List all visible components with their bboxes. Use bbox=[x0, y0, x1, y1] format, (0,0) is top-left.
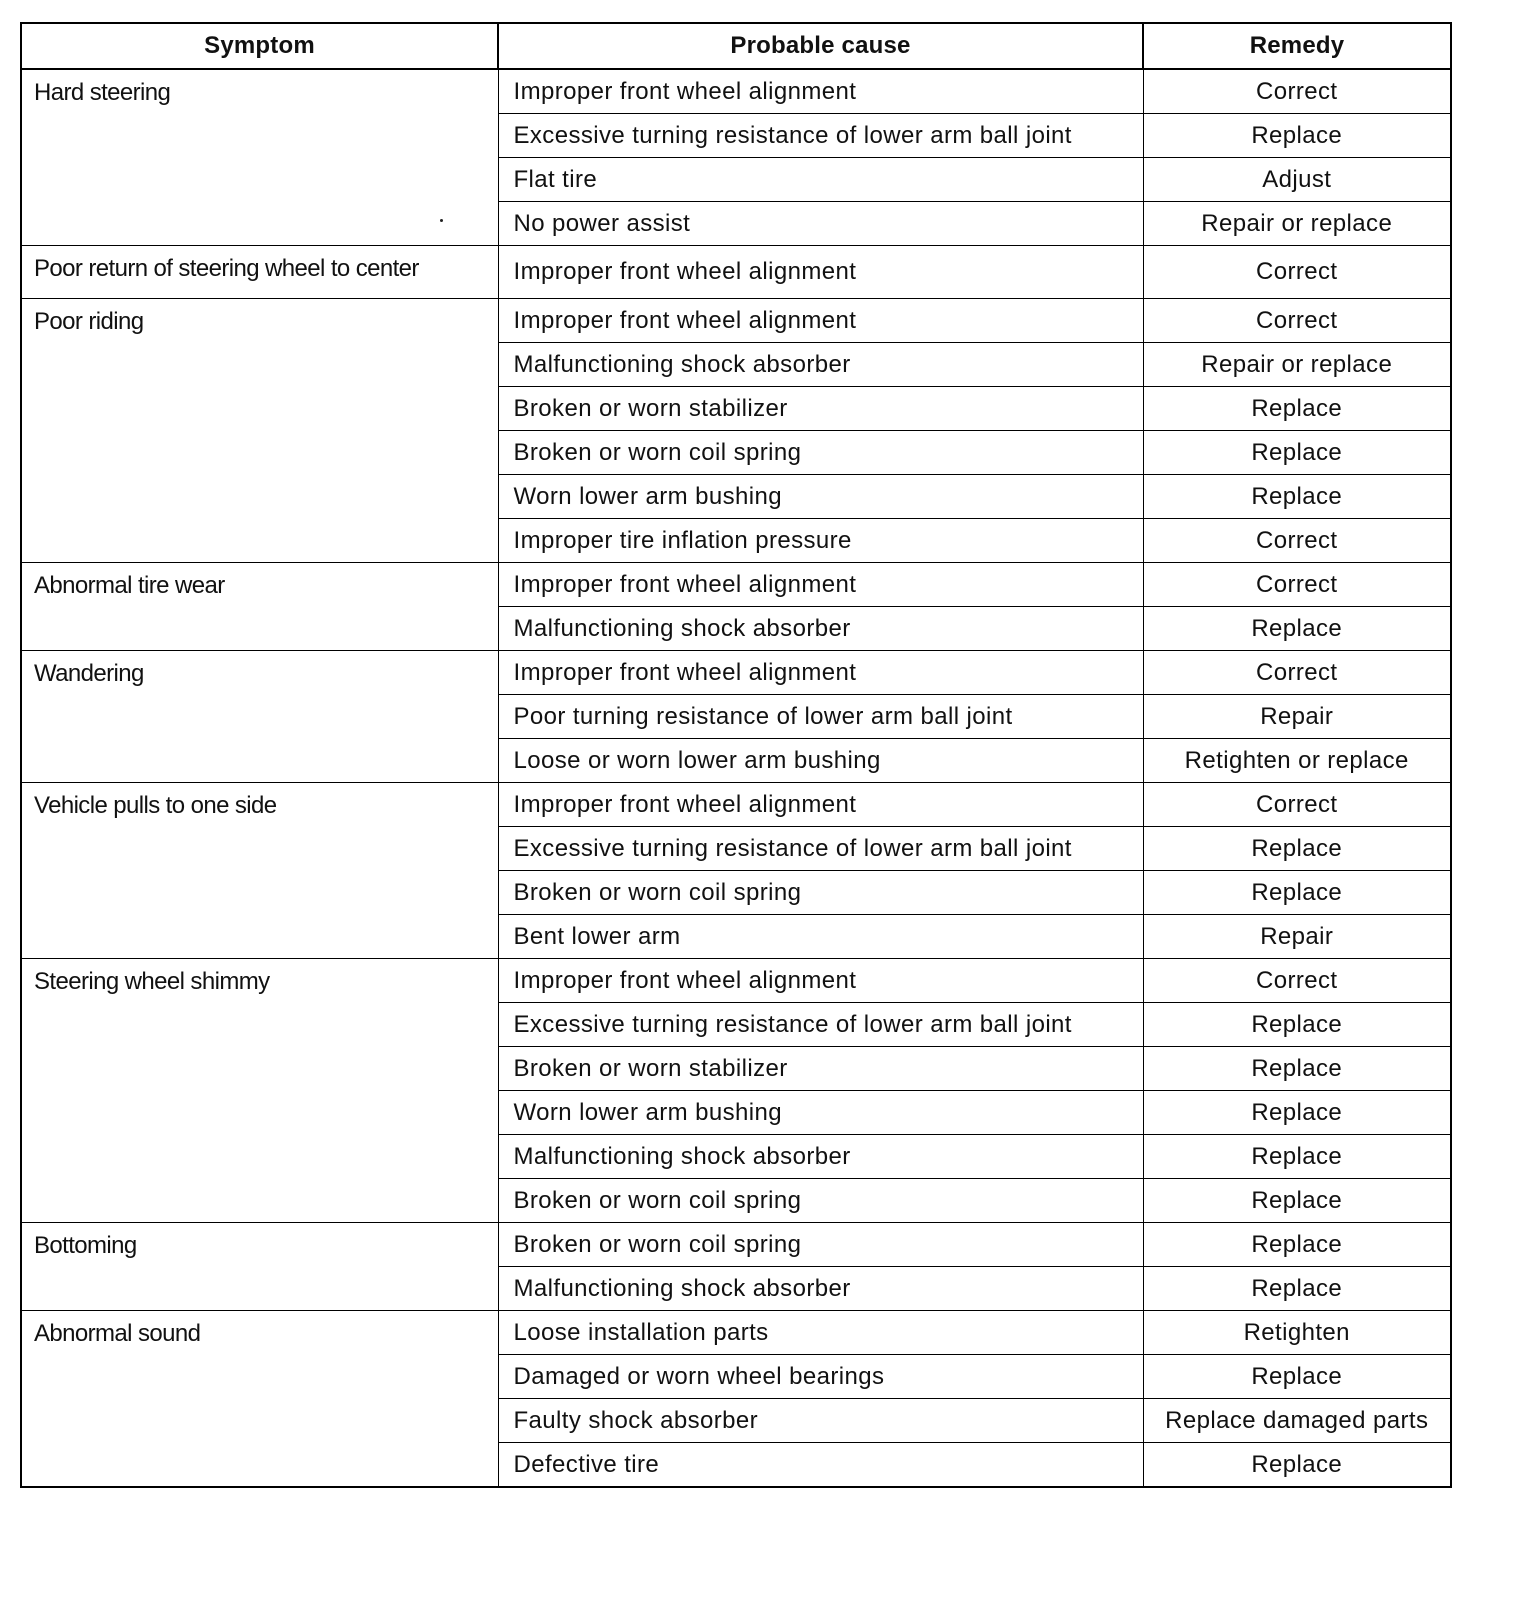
remedy-cell: Adjust bbox=[1143, 158, 1451, 202]
remedy-cell: Correct bbox=[1143, 651, 1451, 695]
remedy-cell: Replace bbox=[1143, 1091, 1451, 1135]
remedy-cell: Repair or replace bbox=[1143, 343, 1451, 387]
symptom-cell: Hard steering bbox=[21, 69, 498, 246]
symptom-cell: Steering wheel shimmy bbox=[21, 959, 498, 1223]
header-remedy: Remedy bbox=[1143, 23, 1451, 69]
probable-cause-cell: No power assist bbox=[498, 202, 1143, 246]
probable-cause-cell: Faulty shock absorber bbox=[498, 1399, 1143, 1443]
probable-cause-cell: Malfunctioning shock absorber bbox=[498, 1135, 1143, 1179]
symptom-cell: Abnormal tire wear bbox=[21, 563, 498, 651]
remedy-cell: Correct bbox=[1143, 519, 1451, 563]
remedy-cell: Replace bbox=[1143, 1135, 1451, 1179]
probable-cause-cell: Improper front wheel alignment bbox=[498, 651, 1143, 695]
table-row bbox=[21, 69, 1451, 114]
symptom-cell: Abnormal sound bbox=[21, 1311, 498, 1488]
remedy-cell: Replace bbox=[1143, 607, 1451, 651]
probable-cause-cell: Poor turning resistance of lower arm ball joint bbox=[498, 695, 1143, 739]
probable-cause-cell: Improper tire inflation pressure bbox=[498, 519, 1143, 563]
probable-cause-cell: Damaged or worn wheel bearings bbox=[498, 1355, 1143, 1399]
probable-cause-cell: Bent lower arm bbox=[498, 915, 1143, 959]
table-row bbox=[21, 246, 1451, 299]
probable-cause-cell: Improper front wheel alignment bbox=[498, 69, 1143, 114]
probable-cause-cell: Flat tire bbox=[498, 158, 1143, 202]
table-header bbox=[21, 23, 1451, 69]
remedy-cell: Repair or replace bbox=[1143, 202, 1451, 246]
symptom-cell: Wandering bbox=[21, 651, 498, 783]
probable-cause-cell: Broken or worn stabilizer bbox=[498, 1047, 1143, 1091]
remedy-cell: Replace bbox=[1143, 827, 1451, 871]
scan-speck bbox=[440, 219, 443, 222]
probable-cause-cell: Excessive turning resistance of lower arm ball joint bbox=[498, 114, 1143, 158]
probable-cause-cell: Worn lower arm bushing bbox=[498, 1091, 1143, 1135]
probable-cause-cell: Broken or worn coil spring bbox=[498, 1179, 1143, 1223]
probable-cause-cell: Worn lower arm bushing bbox=[498, 475, 1143, 519]
table-row bbox=[21, 1311, 1451, 1355]
probable-cause-cell: Improper front wheel alignment bbox=[498, 959, 1143, 1003]
remedy-cell: Replace bbox=[1143, 114, 1451, 158]
symptom-cell: Poor return of steering wheel to center bbox=[21, 246, 498, 299]
troubleshooting-sheet bbox=[20, 22, 1450, 1488]
remedy-cell: Replace bbox=[1143, 1003, 1451, 1047]
probable-cause-cell: Improper front wheel alignment bbox=[498, 563, 1143, 607]
table-row bbox=[21, 959, 1451, 1003]
remedy-cell: Correct bbox=[1143, 69, 1451, 114]
probable-cause-cell: Broken or worn coil spring bbox=[498, 1223, 1143, 1267]
symptom-cell: Vehicle pulls to one side bbox=[21, 783, 498, 959]
header-row bbox=[21, 23, 1451, 69]
header-symptom: Symptom bbox=[21, 23, 498, 69]
symptom-cell: Bottoming bbox=[21, 1223, 498, 1311]
probable-cause-cell: Improper front wheel alignment bbox=[498, 246, 1143, 299]
table-row bbox=[21, 651, 1451, 695]
remedy-cell: Correct bbox=[1143, 783, 1451, 827]
remedy-cell: Correct bbox=[1143, 246, 1451, 299]
remedy-cell: Replace bbox=[1143, 475, 1451, 519]
remedy-cell: Replace bbox=[1143, 871, 1451, 915]
remedy-cell: Replace bbox=[1143, 1355, 1451, 1399]
table-row bbox=[21, 563, 1451, 607]
remedy-cell: Retighten or replace bbox=[1143, 739, 1451, 783]
probable-cause-cell: Defective tire bbox=[498, 1443, 1143, 1488]
probable-cause-cell: Broken or worn coil spring bbox=[498, 431, 1143, 475]
table-row bbox=[21, 1223, 1451, 1267]
probable-cause-cell: Loose installation parts bbox=[498, 1311, 1143, 1355]
remedy-cell: Replace bbox=[1143, 1443, 1451, 1488]
remedy-cell: Replace bbox=[1143, 1047, 1451, 1091]
remedy-cell: Retighten bbox=[1143, 1311, 1451, 1355]
probable-cause-cell: Malfunctioning shock absorber bbox=[498, 607, 1143, 651]
symptom-cell: Poor riding bbox=[21, 299, 498, 563]
table-body bbox=[21, 69, 1451, 1487]
remedy-cell: Replace damaged parts bbox=[1143, 1399, 1451, 1443]
remedy-cell: Repair bbox=[1143, 915, 1451, 959]
remedy-cell: Correct bbox=[1143, 563, 1451, 607]
remedy-cell: Repair bbox=[1143, 695, 1451, 739]
probable-cause-cell: Improper front wheel alignment bbox=[498, 299, 1143, 343]
remedy-cell: Replace bbox=[1143, 387, 1451, 431]
probable-cause-cell: Malfunctioning shock absorber bbox=[498, 1267, 1143, 1311]
probable-cause-cell: Improper front wheel alignment bbox=[498, 783, 1143, 827]
probable-cause-cell: Broken or worn stabilizer bbox=[498, 387, 1143, 431]
probable-cause-cell: Excessive turning resistance of lower arm ball joint bbox=[498, 827, 1143, 871]
header-probable-cause: Probable cause bbox=[498, 23, 1143, 69]
remedy-cell: Replace bbox=[1143, 1267, 1451, 1311]
remedy-cell: Replace bbox=[1143, 1223, 1451, 1267]
remedy-cell: Replace bbox=[1143, 1179, 1451, 1223]
probable-cause-cell: Loose or worn lower arm bushing bbox=[498, 739, 1143, 783]
probable-cause-cell: Malfunctioning shock absorber bbox=[498, 343, 1143, 387]
remedy-cell: Correct bbox=[1143, 959, 1451, 1003]
troubleshooting-table bbox=[20, 22, 1452, 1488]
probable-cause-cell: Excessive turning resistance of lower arm ball joint bbox=[498, 1003, 1143, 1047]
table-row bbox=[21, 299, 1451, 343]
remedy-cell: Correct bbox=[1143, 299, 1451, 343]
remedy-cell: Replace bbox=[1143, 431, 1451, 475]
table-row bbox=[21, 783, 1451, 827]
probable-cause-cell: Broken or worn coil spring bbox=[498, 871, 1143, 915]
